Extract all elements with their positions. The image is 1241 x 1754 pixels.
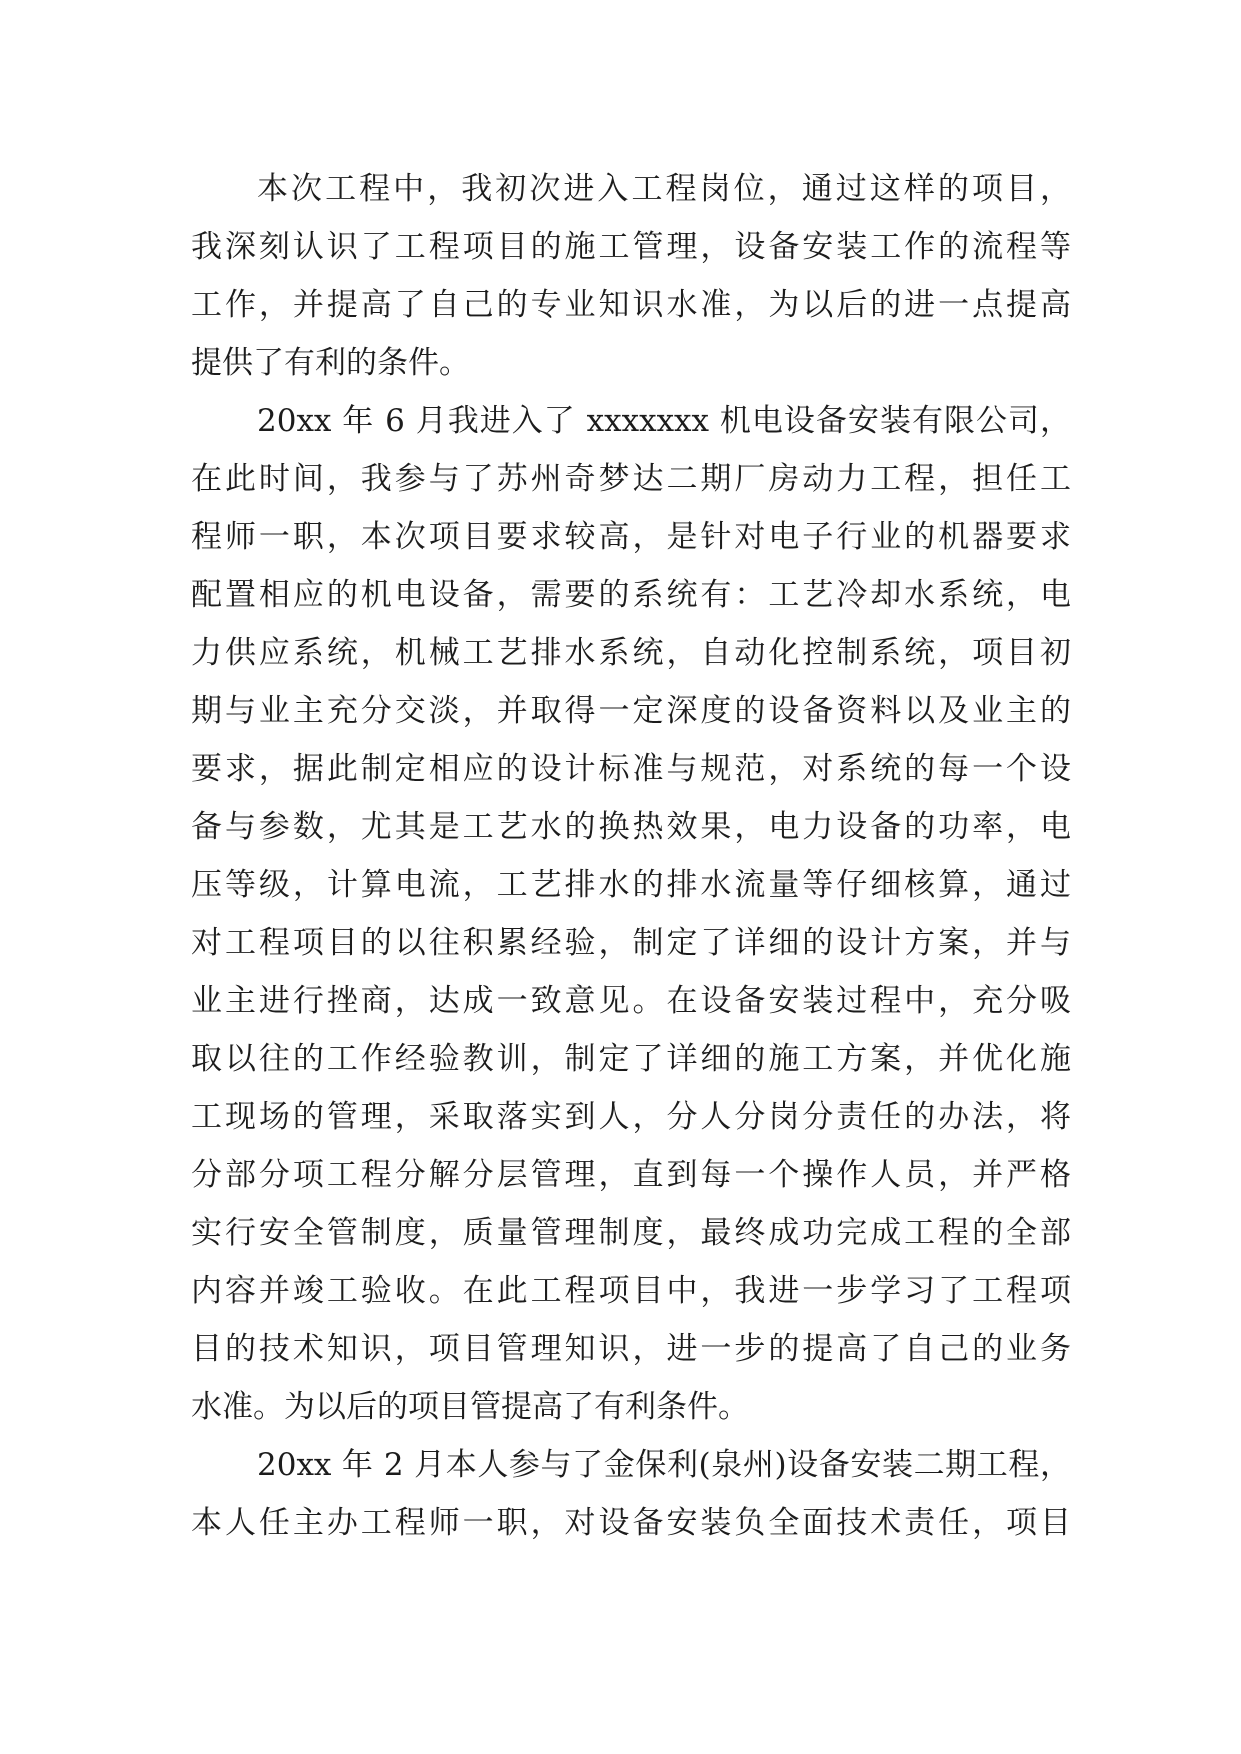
body-text [191, 160, 1071, 1552]
paragraph-2 [191, 392, 1071, 1436]
text-line: 我深刻认识了工程项目的施工管理，设备安装工作的流程等 [191, 229, 1071, 265]
text-line: 水准。为以后的项目管提高了有利条件。 [191, 1389, 749, 1425]
text-line: 压等级，计算电流，工艺排水的排水流量等仔细核算，通过 [191, 867, 1071, 903]
text-line: 目的技术知识，项目管理知识，进一步的提高了自己的业务 [191, 1331, 1071, 1367]
text-line: 配置相应的机电设备，需要的系统有：工艺冷却水系统，电 [191, 577, 1071, 613]
text-line: 期与业主充分交淡，并取得一定深度的设备资料以及业主的 [191, 693, 1071, 729]
text-line: 提供了有利的条件。 [191, 345, 470, 381]
text-line: 实行安全管制度，质量管理制度，最终成功完成工程的全部 [191, 1215, 1071, 1251]
text-line: 分部分项工程分解分层管理，直到每一个操作人员，并严格 [191, 1157, 1071, 1193]
paragraph-1 [191, 160, 1071, 392]
text-line: 对工程项目的以往积累经验，制定了详细的设计方案，并与 [191, 925, 1071, 961]
text-line: 在此时间，我参与了苏州奇梦达二期厂房动力工程，担任工 [191, 461, 1071, 497]
text-line: 业主进行挫商，达成一致意见。在设备安装过程中，充分吸 [191, 983, 1071, 1019]
text-line: 工作，并提高了自己的专业知识水准，为以后的进一点提高 [191, 287, 1071, 323]
text-line: 备与参数，尤其是工艺水的换热效果，电力设备的功率，电 [191, 809, 1071, 845]
text-line: 程师一职，本次项目要求较高，是针对电子行业的机器要求 [191, 519, 1071, 555]
text-line: 20xx 年 6 月我进入了 xxxxxxx 机电设备安装有限公司， [257, 403, 1071, 439]
text-line: 力供应系统，机械工艺排水系统，自动化控制系统，项目初 [191, 635, 1071, 671]
text-line: 本次工程中，我初次进入工程岗位，通过这样的项目， [257, 171, 1071, 207]
text-line: 要求，据此制定相应的设计标准与规范，对系统的每一个设 [191, 751, 1071, 787]
text-line: 取以往的工作经验教训，制定了详细的施工方案，并优化施 [191, 1041, 1071, 1077]
text-line: 内容并竣工验收。在此工程项目中，我进一步学习了工程项 [191, 1273, 1071, 1309]
text-line: 工现场的管理，采取落实到人，分人分岗分责任的办法，将 [191, 1099, 1071, 1135]
text-line: 本人任主办工程师一职，对设备安装负全面技术责任，项目 [191, 1505, 1071, 1541]
text-line: 20xx 年 2 月本人参与了金保利(泉州)设备安装二期工程， [257, 1447, 1071, 1483]
paragraph-3 [191, 1436, 1071, 1552]
